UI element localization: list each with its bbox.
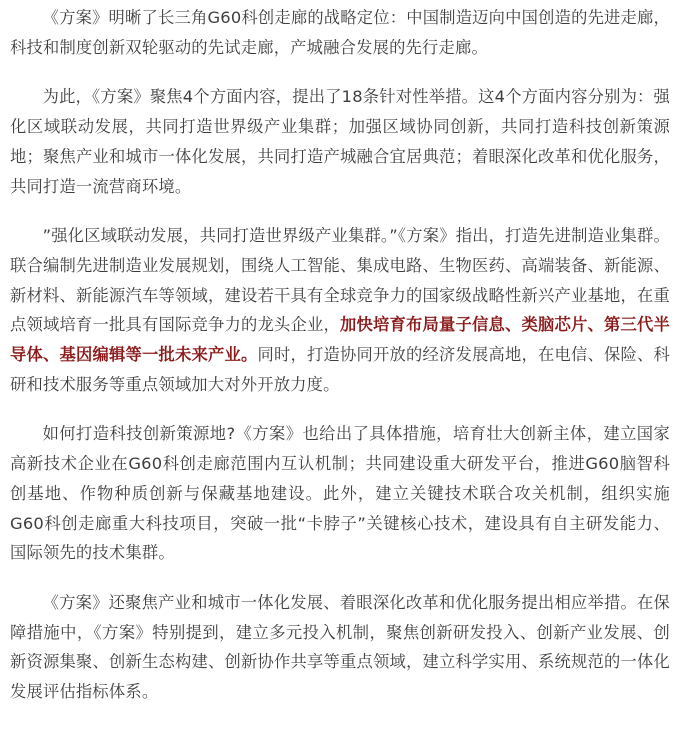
paragraph-four-aspects: [10, 82, 670, 201]
paragraph-text: 《方案》还聚焦产业和城市一体化发展、着眼深化改革和优化服务提出相应举措。在保障措施中，《方案》特别提到，建立多元投入机制，聚焦创新研发投入、创新产业发展、创新资源集聚、创新生态构建、创新协作共享等重点领域，建立科学实用、系统规范的一体化发展评估指标体系。: [10, 592, 670, 702]
paragraph-text: 《方案》明晰了长三角G60科创走廊的战略定位：中国制造迈向中国创造的先进走廊，科技和制度创新双轮驱动的先试走廊，产城融合发展的先行走廊。: [10, 8, 670, 57]
paragraph-industrial-clusters: [10, 221, 670, 399]
paragraph-text: 为此，《方案》聚焦4个方面内容，提出了18条针对性举措。这4个方面内容分别为：强化区域联动发展，共同打造世界级产业集群；加强区域协同创新，共同打造科技创新策源地；聚焦产业和城市一体化发展，共同打造产城融合宜居典范；着眼深化改革和优化服务，共同打造一流营商环境。: [10, 87, 671, 196]
paragraph-text: 同时，打造协同开放的经济发展高地，在电信、保险、科研和技术服务等重点领域加大对外开放力度。: [10, 345, 670, 394]
paragraph-strategic-positioning: [10, 3, 670, 62]
highlighted-future-industries: 加快培育布局量子信息、类脑芯片、第三代半导体、基因编辑等一批未来产业。: [10, 315, 670, 365]
paragraph-text: 如何打造科技创新策源地?《方案》也给出了具体措施，培育壮大创新主体，建立国家高新技术企业在G60科创走廊范围内互认机制；共同建设重大研发平台，推进G60脑智科创基地、作物种质创新与保藏基地建设。此外，建立关键技术联合攻关机制，组织实施G60科创走廊重大科技项目，突破一批“卡脖子”关键核心技术，建设具有自主研发能力、国际领先的技术集群。: [10, 424, 670, 563]
paragraph-innovation-source: [10, 419, 670, 568]
paragraph-safeguard-measures: [10, 588, 670, 707]
paragraph-text: ”强化区域联动发展，共同打造世界级产业集群。”《方案》指出，打造先进制造业集群。联合编制先进制造业发展规划，围绕人工智能、集成电路、生物医药、高端装备、新能源、新材料、新能源汽车等领域，建设若干具有全球竞争力的国家级战略性新兴产业基地，在重点领域培育一批具有国际竞争力的龙头企业，: [10, 226, 670, 335]
